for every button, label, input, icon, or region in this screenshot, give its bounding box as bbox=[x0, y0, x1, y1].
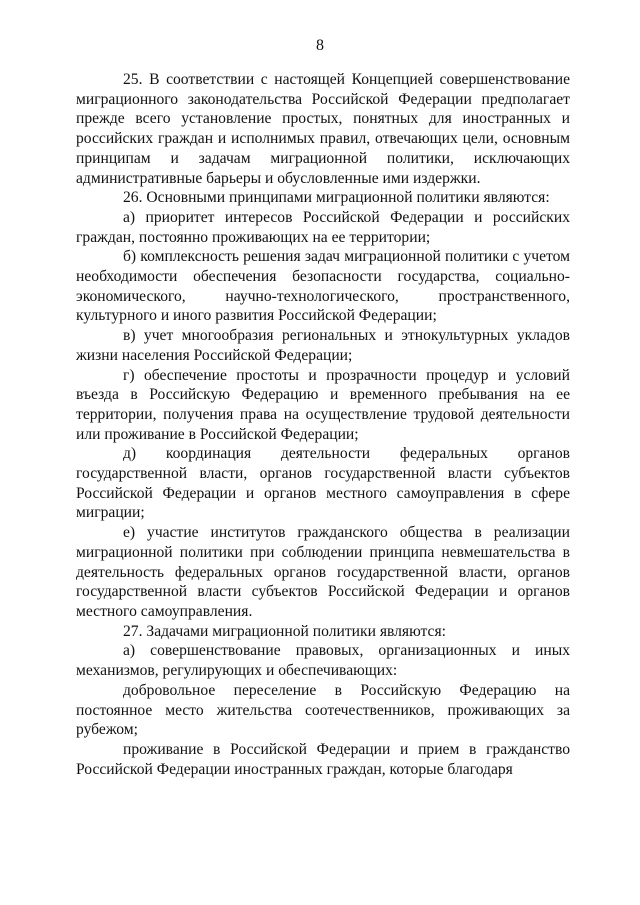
paragraph-25: 25. В соответствии с настоящей Концепцией совершенствование миграционного законодательства Российской Федерации предполагает прежде всего установление простых, понятных для иностранных и российских граждан и исполнимых правил, отвечающих цели, основным принципам и задачам миграционной политики, исключающих административные барьеры и обусловленные ими издержки. bbox=[76, 71, 570, 187]
document-body bbox=[76, 70, 570, 779]
paragraph-27-a: а) совершенствование правовых, организационных и иных механизмов, регулирующих и обеспечивающих: bbox=[76, 642, 570, 680]
paragraph-26-b: б) комплексность решения задач миграционной политики с учетом необходимости обеспечения безопасности государства, социально-экономического, научно-технологического, пространственного, культурного и иного развития Российской Федерации; bbox=[76, 248, 570, 325]
paragraph-27-a-item-2: проживание в Российской Федерации и прием в гражданство Российской Федерации иностранных граждан, которые благодаря bbox=[76, 740, 570, 778]
paragraph-26-e: е) участие институтов гражданского общества в реализации миграционной политики при соблюдении принципа невмешательства в деятельность федеральных органов государственной власти, органов государственной власти субъектов Российской Федерации и органов местного самоуправления. bbox=[76, 524, 570, 620]
paragraph-27-heading: 27. Задачами миграционной политики являются: bbox=[123, 622, 446, 640]
paragraph-26-v: в) учет многообразия региональных и этнокультурных укладов жизни населения Российской Федерации; bbox=[76, 327, 570, 364]
paragraph-26-a: а) приоритет интересов Российской Федерации и российских граждан, постоянно проживающих на ее территории; bbox=[76, 208, 570, 246]
paragraph-26-g: г) обеспечение простоты и прозрачности процедур и условий въезда в Российскую Федерацию и временного пребывания на ее территории, получения права на осуществление трудовой деятельности или проживание в Российской Федерации; bbox=[76, 366, 570, 443]
page-number: 8 bbox=[316, 37, 324, 54]
paragraph-27-a-item-1: добровольное переселение в Российскую Федерацию на постоянное место жительства соотечественников, проживающих за рубежом; bbox=[76, 681, 570, 739]
paragraph-26-heading: 26. Основными принципами миграционной политики являются: bbox=[123, 189, 550, 207]
paragraph-26-d: д) координация деятельности федеральных органов государственной власти, органов государственной власти субъектов Российской Федерации и органов местного самоуправления в сфере миграции; bbox=[76, 445, 570, 522]
